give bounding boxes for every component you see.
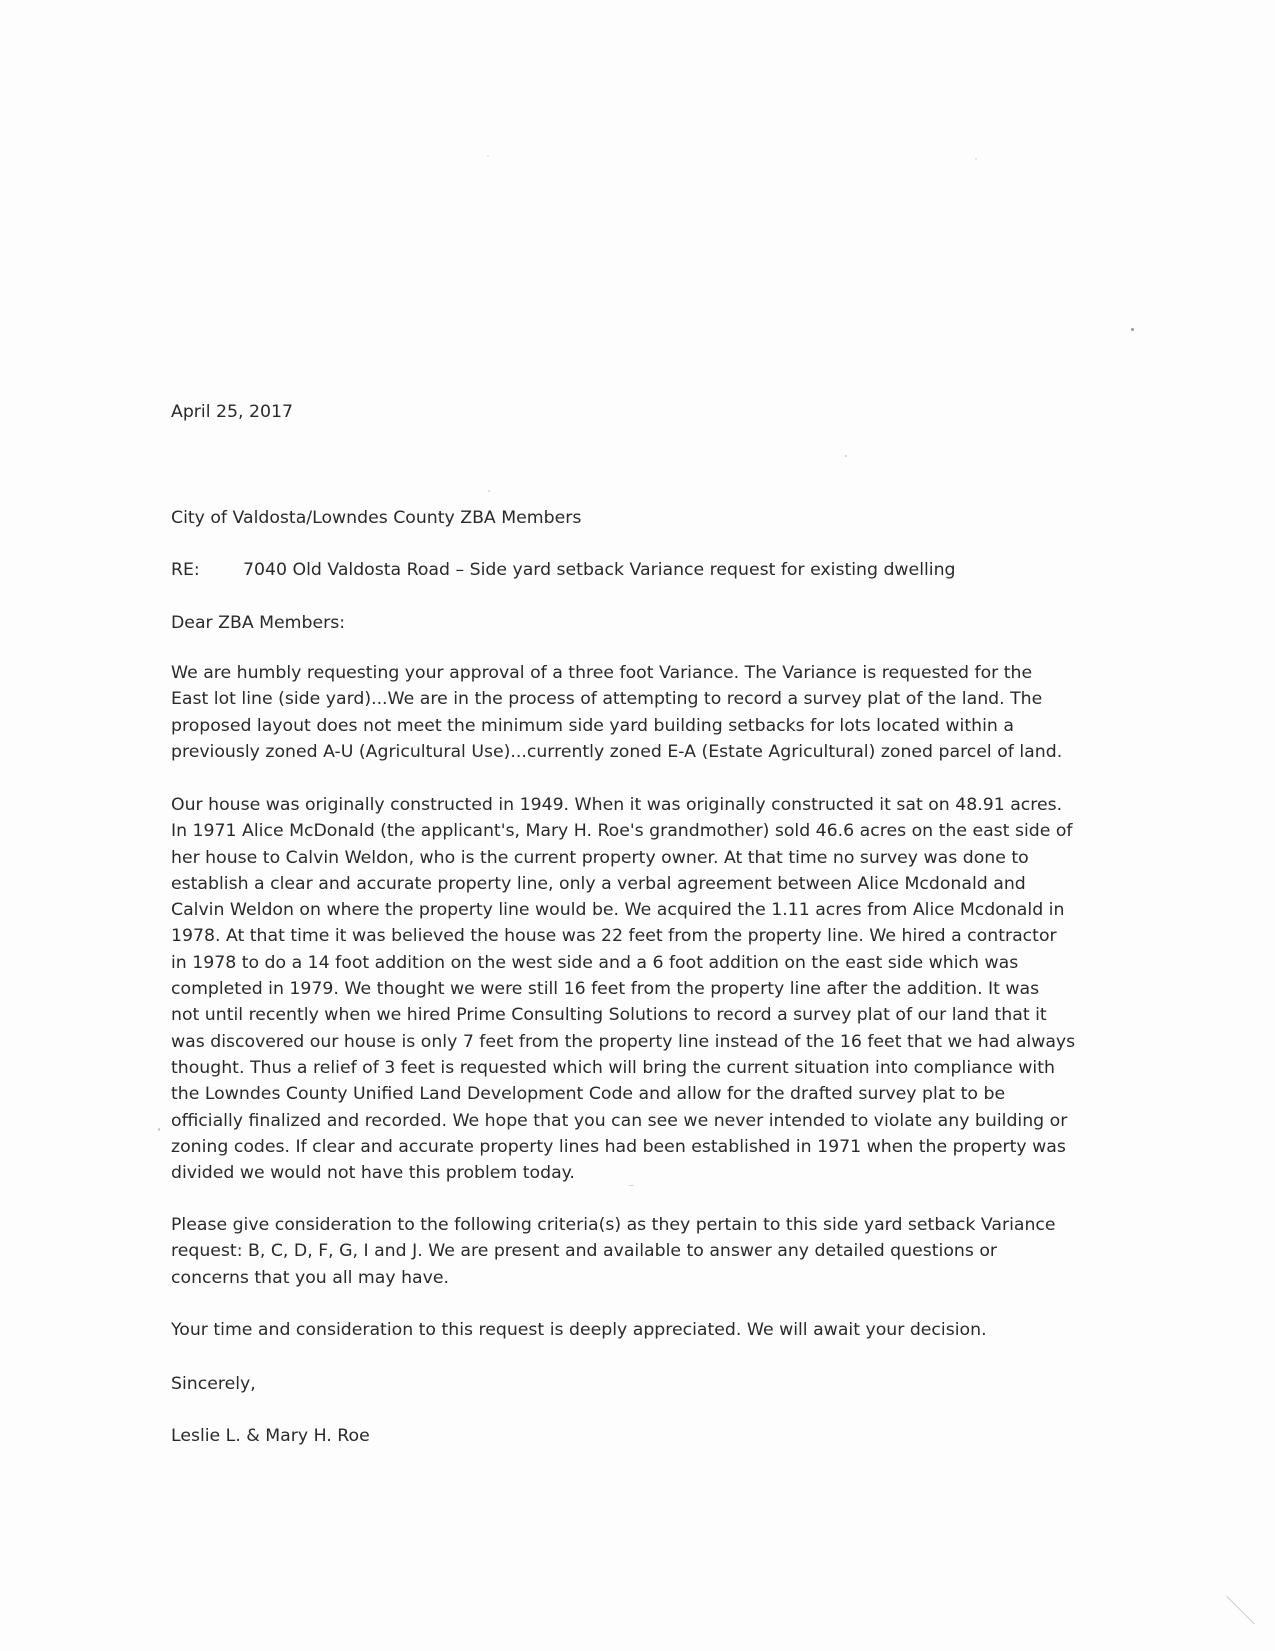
letter-paragraph-2	[171, 792, 1075, 1186]
paragraph-line: not until recently when we hired Prime Consulting Solutions to record a survey plat of our land that it	[171, 1005, 1047, 1026]
paragraph-line: East lot line (side yard)...We are in the process of attempting to record a survey plat of the land. The	[171, 689, 1043, 710]
scan-speck	[488, 490, 490, 492]
paragraph-line: Our house was originally constructed in 1949. When it was originally constructed it sat on 48.91 acres.	[171, 795, 1063, 815]
re-label: RE:	[171, 560, 200, 580]
letter-subject-line	[171, 557, 956, 583]
paragraph-line: her house to Calvin Weldon, who is the current property owner. At that time no survey was done to	[171, 847, 1029, 868]
paragraph-line: We are humbly requesting your approval of a three foot Variance. The Variance is requested for the	[171, 663, 1033, 683]
letter-recipient: City of Valdosta/Lowndes County ZBA Members	[171, 508, 582, 528]
letter-paragraph-1	[171, 660, 1062, 765]
letter-closing: Sincerely,	[171, 1374, 256, 1394]
letter-paragraph-4	[171, 1317, 987, 1343]
scan-speck	[487, 155, 489, 157]
re-subject: 7040 Old Valdosta Road – Side yard setback Variance request for existing dwelling	[243, 560, 956, 580]
paragraph-line: Please give consideration to the following criteria(s) as they pertain to this side yard setback Variance	[171, 1215, 1056, 1235]
paragraph-line: 1978. At that time it was believed the house was 22 feet from the property line. We hired a contractor	[171, 926, 1057, 947]
paragraph-line: Your time and consideration to this request is deeply appreciated. We will await your decision.	[171, 1320, 987, 1340]
paragraph-line: concerns that you all may have.	[171, 1267, 449, 1288]
letter-date: April 25, 2017	[171, 402, 293, 422]
paragraph-line: establish a clear and accurate property line, only a verbal agreement between Alice Mcdonald and	[171, 873, 1026, 894]
scan-speck	[975, 158, 977, 160]
paragraph-line: officially finalized and recorded. We hope that you can see we never intended to violate any building or	[171, 1110, 1068, 1131]
paragraph-line: previously zoned A-U (Agricultural Use)...currently zoned E-A (Estate Agricultural) zoned parcel of land.	[171, 741, 1063, 762]
letter-paragraph-3	[171, 1212, 1056, 1291]
scan-speck	[845, 455, 847, 457]
paragraph-line: request: B, C, D, F, G, I and J. We are present and available to answer any detailed questions or	[171, 1241, 998, 1262]
paragraph-line: in 1978 to do a 14 foot addition on the west side and a 6 foot addition on the east side which was	[171, 952, 1019, 973]
paragraph-line: thought. Thus a relief of 3 feet is requested which will bring the current situation into compliance with	[171, 1057, 1055, 1078]
paragraph-line: the Lowndes County Unified Land Development Code and allow for the drafted survey plat to be	[171, 1084, 1006, 1105]
paragraph-line: Calvin Weldon on where the property line would be. We acquired the 1.11 acres from Alice Mcdonald in	[171, 900, 1065, 921]
letter-salutation: Dear ZBA Members:	[171, 613, 346, 633]
paragraph-line: zoning codes. If clear and accurate property lines had been established in 1971 when the property was	[171, 1136, 1066, 1157]
paragraph-line: was discovered our house is only 7 feet from the property line instead of the 16 feet that we had always	[171, 1031, 1076, 1052]
scan-scratch	[1226, 1596, 1255, 1625]
scan-speck	[158, 1128, 160, 1131]
scan-speck	[1131, 328, 1134, 331]
letter-signature: Leslie L. & Mary H. Roe	[171, 1426, 370, 1446]
paragraph-line: In 1971 Alice McDonald (the applicant's, Mary H. Roe's grandmother) sold 46.6 acres on the east side of	[171, 821, 1073, 842]
paragraph-line: proposed layout does not meet the minimum side yard building setbacks for lots located within a	[171, 715, 1014, 736]
paragraph-line: divided we would not have this problem today.	[171, 1163, 575, 1184]
paragraph-line: completed in 1979. We thought we were still 16 feet from the property line after the addition. It was	[171, 979, 1040, 1000]
